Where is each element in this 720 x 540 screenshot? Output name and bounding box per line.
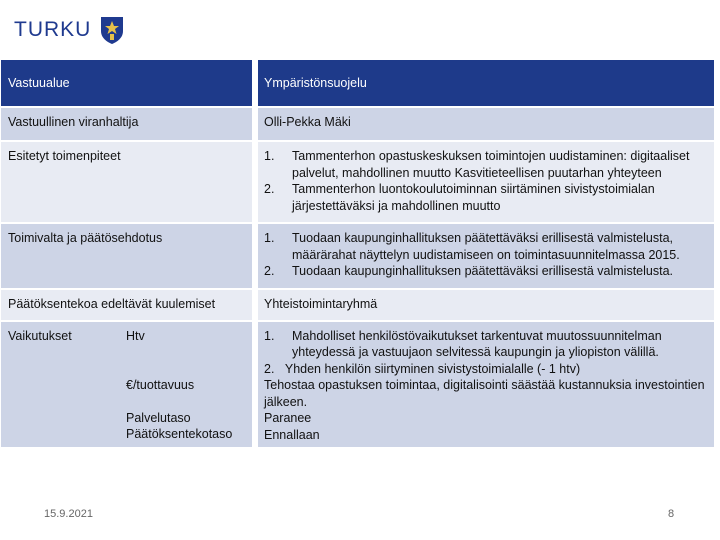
footer-date: 15.9.2021 [44,508,93,520]
header-right: Ympäristönsuojelu [258,60,714,106]
row-value [258,222,714,288]
impacts-row [1,320,714,448]
table-row [1,140,714,222]
row-value [258,140,714,222]
impact-line-2: 2. Yhden henkilön siirtyminen sivistystoimialalle (- 1 htv) [264,361,581,376]
row-value: Yhteistoimintaryhmä [258,288,714,320]
list-item: 1. Tuodaan kaupunginhallituksen päätettäväksi erillisestä valmistelusta, määrärahat näyttelyn uudistamiseen on toimintasuunnitelmassa 2015. [264,231,680,262]
impact-decision: Ennallaan [264,427,320,442]
impact-line-1: 1. Mahdolliset henkilöstövaikutukset tarkentuvat muutossuunnitelman yhteydessä ja vastuujaon selvitessä kaupungin ja yliopiston välillä. [264,328,662,359]
table-row [1,106,714,140]
table-row [1,222,714,288]
turku-logo [14,14,125,46]
header-left: Vastuualue [1,60,258,106]
page-number: 8 [668,508,675,520]
table-row [1,288,714,320]
money-label: €/tuottavuus [126,378,195,392]
list-item: 2. Tuodaan kaupunginhallituksen päätettäväksi erillisestä valmistelusta. [264,264,674,278]
info-table [1,60,714,447]
row-label: Esitetyt toimenpiteet [1,140,258,222]
crest-icon [99,15,125,45]
impacts-values [258,320,714,448]
row-label: Vastuullinen viranhaltija [1,106,258,140]
impacts-cell [1,320,258,448]
row-label: Toimivalta ja päätösehdotus [1,222,258,288]
list-item: 2. Tammenterhon luontokoulutoiminnan siirtäminen sivistystoimialan järjestettäväksi ja mahdollinen muutto [264,182,655,213]
decision-label: Päätöksentekotaso [126,427,233,441]
table-header [1,60,714,106]
brand-name: TURKU [14,18,92,41]
htv-label: Htv [126,328,145,343]
row-value: Olli-Pekka Mäki [258,106,714,140]
service-label: Palvelutaso [126,410,191,425]
impacts-label: Vaikutukset [8,328,72,343]
impacts-sublabels [122,328,252,443]
row-label: Päätöksentekoa edeltävät kuulemiset [1,288,258,320]
list-item: 1. Tammenterhon opastuskeskuksen toimintojen uudistaminen: digitaaliset palvelut, mahdollinen muutto Kasvitieteellisen puutarhan yhteyteen [264,149,690,180]
impact-service: Paranee [264,411,312,425]
impact-money: Tehostaa opastuksen toimintaa, digitalisointi säästää kustannuksia investointien jälkeen. [264,378,705,409]
